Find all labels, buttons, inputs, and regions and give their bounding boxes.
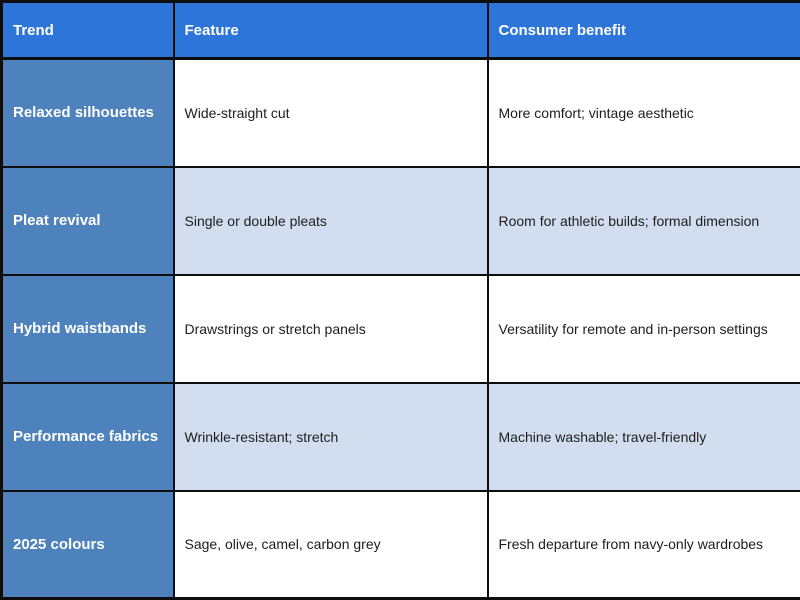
column-header-trend: Trend: [2, 2, 174, 59]
table-row-performance-fabrics: [2, 383, 800, 491]
feature-cell: Wide-straight cut: [174, 59, 488, 167]
benefit-cell: Machine washable; travel-friendly: [488, 383, 800, 491]
table-row-pleat-revival: [2, 167, 800, 275]
feature-cell: Single or double pleats: [174, 167, 488, 275]
benefit-cell: Room for athletic builds; formal dimension: [488, 167, 800, 275]
feature-cell: Drawstrings or stretch panels: [174, 275, 488, 383]
trend-cell: Performance fabrics: [2, 383, 174, 491]
feature-cell: Sage, olive, camel, carbon grey: [174, 491, 488, 599]
table-row-2025-colours: [2, 491, 800, 599]
benefit-cell: Versatility for remote and in-person settings: [488, 275, 800, 383]
trend-cell: 2025 colours: [2, 491, 174, 599]
benefit-cell: Fresh departure from navy-only wardrobes: [488, 491, 800, 599]
header-row: [2, 2, 800, 59]
trend-cell: Hybrid waistbands: [2, 275, 174, 383]
benefit-cell: More comfort; vintage aesthetic: [488, 59, 800, 167]
feature-cell: Wrinkle-resistant; stretch: [174, 383, 488, 491]
trend-cell: Pleat revival: [2, 167, 174, 275]
table-row-hybrid-waistbands: [2, 275, 800, 383]
table-row-relaxed-silhouettes: [2, 59, 800, 167]
column-header-feature: Feature: [174, 2, 488, 59]
column-header-consumer-benefit: Consumer benefit: [488, 2, 800, 59]
trend-cell: Relaxed silhouettes: [2, 59, 174, 167]
